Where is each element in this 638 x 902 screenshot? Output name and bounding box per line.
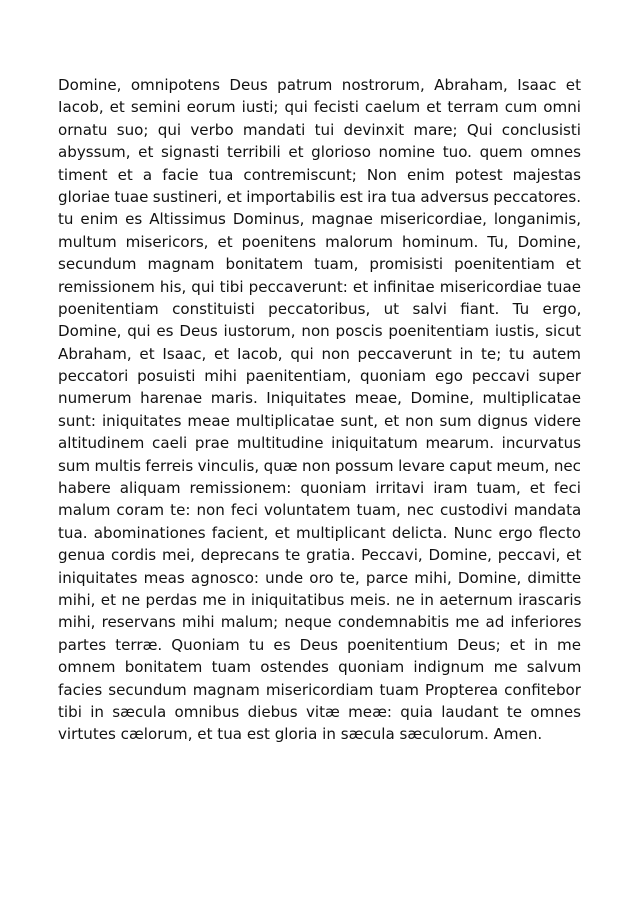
paragraph-line: facies secundum magnam misericordiam tuam Propterea confitebor <box>58 680 581 699</box>
paragraph-line: remissionem his, qui tibi peccaverunt: et infinitae misericordiae tuae <box>58 277 582 296</box>
paragraph-line: numerum harenae maris. Iniquitates meae, Domine, multiplicatae <box>58 389 581 408</box>
paragraph-line: malum coram te: non feci voluntatem tuam, nec custodivi mandata <box>58 501 582 520</box>
paragraph-line: ornatu suo; qui verbo mandati tui devinxit mare; Qui conclusisti <box>58 120 581 139</box>
paragraph-line: gloriae tuae sustineri, et importabilis est ira tua adversus peccatores. <box>58 187 581 206</box>
prayer-paragraph <box>58 74 581 746</box>
paragraph-line: mihi, et ne perdas me in iniquitatibus meis. ne in aeternum irascaris <box>58 590 582 609</box>
paragraph-line: poenitentiam constituisti peccatoribus, ut salvi fiant. Tu ergo, <box>58 299 582 318</box>
paragraph-line: timent et a facie tua contremiscunt; Non enim potest majestas <box>58 165 581 184</box>
paragraph-line: tibi in sæcula omnibus diebus vitæ meæ: quia laudant te omnes <box>58 702 581 721</box>
paragraph-line: virtutes cælorum, et tua est gloria in sæcula sæculorum. Amen. <box>58 725 543 744</box>
paragraph-line: abyssum, et signasti terribili et glorioso nomine tuo. quem omnes <box>58 143 581 162</box>
paragraph-line: sunt: iniquitates meae multiplicatae sunt, et non sum dignus videre <box>58 411 581 430</box>
paragraph-line: Domine, qui es Deus iustorum, non poscis poenitentiam iustis, sicut <box>58 322 581 341</box>
paragraph-line: multum misericors, et poenitens malorum hominum. Tu, Domine, <box>58 232 581 251</box>
paragraph-line: Abraham, et Isaac, et Iacob, qui non peccaverunt in te; tu autem <box>58 344 581 363</box>
paragraph-line: partes terræ. Quoniam tu es Deus poenitentium Deus; et in me <box>58 635 581 654</box>
paragraph-line: omnem bonitatem tuam ostendes quoniam indignum me salvum <box>58 658 582 677</box>
paragraph-line: tua. abominationes facient, et multiplicant delicta. Nunc ergo flecto <box>58 523 581 542</box>
paragraph-line: tu enim es Altissimus Dominus, magnae misericordiae, longanimis, <box>58 210 582 229</box>
paragraph-line: mihi, reservans mihi malum; neque condemnabitis me ad inferiores <box>58 613 582 632</box>
paragraph-line: sum multis ferreis vinculis, quæ non possum levare caput meum, nec <box>58 456 581 475</box>
paragraph-line: iniquitates meas agnosco: unde oro te, parce mihi, Domine, dimitte <box>58 568 582 587</box>
paragraph-line: genua cordis mei, deprecans te gratia. Peccavi, Domine, peccavi, et <box>58 546 582 565</box>
paragraph-line: peccatori posuisti mihi paenitentiam, quoniam ego peccavi super <box>58 367 581 386</box>
paragraph-line: secundum magnam bonitatem tuam, promisisti poenitentiam et <box>58 255 581 274</box>
paragraph-line: Domine, omnipotens Deus patrum nostrorum, Abraham, Isaac et <box>58 76 581 94</box>
paragraph-line: habere aliquam remissionem: quoniam irritavi iram tuam, et feci <box>58 479 581 498</box>
paragraph-line: Iacob, et semini eorum iusti; qui fecisti caelum et terram cum omni <box>58 98 581 117</box>
paragraph-line: altitudinem caeli prae multitudine iniquitatum mearum. incurvatus <box>58 434 581 453</box>
